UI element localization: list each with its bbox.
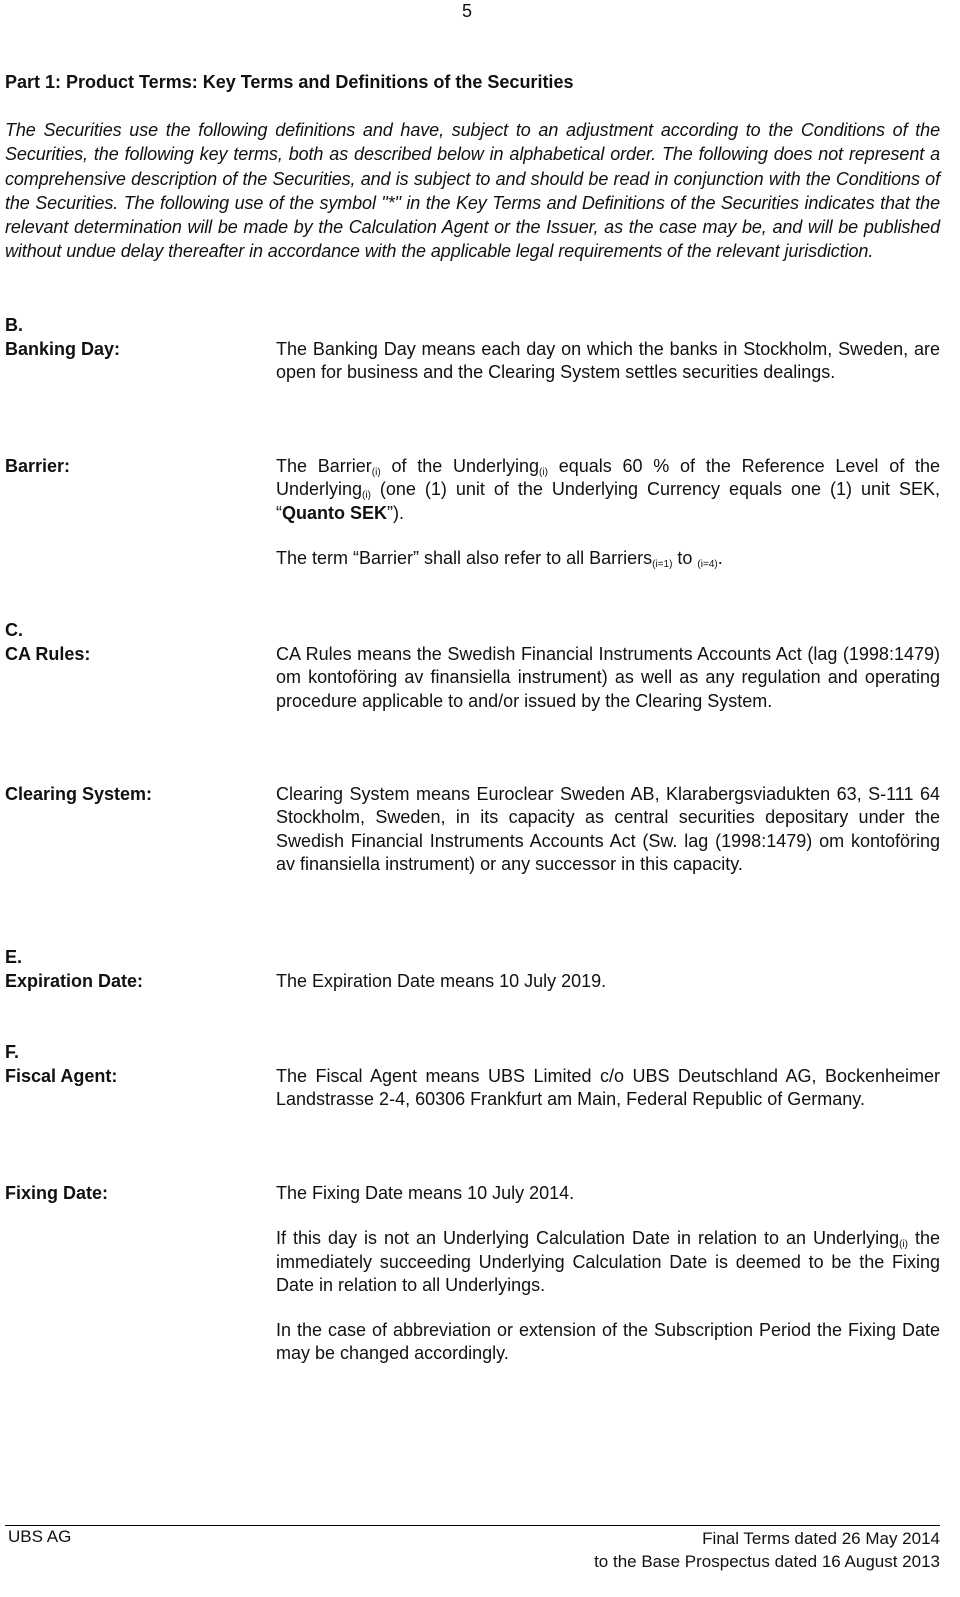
barrier-label: Barrier: — [5, 456, 71, 476]
footer-final-terms: Final Terms dated 26 May 2014 — [702, 1529, 940, 1548]
ca-rules-label: CA Rules: — [5, 644, 91, 664]
part-title: Part 1: Product Terms: Key Terms and Definitions of the Securities — [5, 72, 574, 92]
clearing-system-label: Clearing System: — [5, 784, 153, 804]
section-letter-c: C. — [5, 620, 23, 640]
quanto-sek-term: Quanto SEK — [282, 502, 388, 523]
expiration-date-text: The Expiration Date means 10 July 2019. — [276, 971, 607, 991]
fiscal-agent-label: Fiscal Agent: — [5, 1066, 118, 1086]
fixing-date-label: Fixing Date: — [5, 1183, 109, 1203]
page-number: 5 — [462, 1, 473, 21]
fiscal-agent-text: The Fiscal Agent means UBS Limited c/o UBS Deutschland AG, Bockenheimer Landstrasse 2-4, 60306 Frankfurt am Main, Federal Republic of Germany. — [276, 1066, 940, 1110]
ca-rules-text: CA Rules means the Swedish Financial Instruments Accounts Act (lag (1998:1479) om kontoföring av finansiella instrument) as well as any regulation and operating procedure applicable to and/or issued by the Clearing System. — [276, 644, 940, 711]
banking-day-label: Banking Day: — [5, 339, 121, 359]
ca-rules-definition — [276, 643, 940, 713]
banking-day-text: The Banking Day means each day on which the banks in Stockholm, Sweden, are open for business and the Clearing System settles securities dealings. — [276, 339, 940, 383]
banking-day-definition — [276, 338, 940, 385]
barrier-paragraph-1: The Barrier$_{(i)}$ of the Underlying$_{(i)}$ equals 60 % of the Reference Level of the Underlying$_{(i)}$ (one (1) unit of the Underlying Currency equals one (1) unit SEK, “Quanto SEK”). — [276, 456, 940, 523]
footer-dates — [594, 1527, 940, 1573]
clearing-system-definition — [276, 783, 940, 876]
fixing-date-definition — [276, 1182, 940, 1366]
expiration-date-definition — [276, 970, 940, 993]
section-letter-e: E. — [5, 947, 23, 967]
intro-paragraph: The Securities use the following definitions and have, subject to an adjustment according to the Conditions of the Securities, the following key terms, both as described below in alphabetical order. The following does not represent a comprehensive description of the Securities, and is subject to and should be read in conjunction with the Conditions of the Securities. The following use of the symbol "*" in the Key Terms and Definitions of the Securities indicates that the relevant determination will be made by the Calculation Agent or the Issuer, as the case may be, and will be published without undue delay thereafter in accordance with the applicable legal requirements of the relevant jurisdiction. — [5, 120, 940, 262]
fixing-date-paragraph-1: The Fixing Date means 10 July 2014. — [276, 1183, 575, 1203]
footer-issuer: UBS AG — [8, 1527, 72, 1546]
barrier-definition — [276, 455, 940, 570]
fixing-date-paragraph-3: In the case of abbreviation or extension of the Subscription Period the Fixing Date may be changed accordingly. — [276, 1320, 940, 1364]
footer-base-prospectus: to the Base Prospectus dated 16 August 2013 — [594, 1552, 940, 1571]
expiration-date-label: Expiration Date: — [5, 971, 144, 991]
section-letter-b: B. — [5, 315, 23, 335]
fiscal-agent-definition — [276, 1065, 940, 1112]
footer-divider — [5, 1525, 940, 1526]
section-letter-f: F. — [5, 1042, 20, 1062]
barrier-paragraph-2: The term “Barrier” shall also refer to all Barriers$_{(i=1)}$ to $_{(i=4)}$. — [276, 547, 723, 570]
clearing-system-text: Clearing System means Euroclear Sweden AB, Klarabergsviadukten 63, S-111 64 Stockholm, Sweden, in its capacity as central securities depositary under the Swedish Financial Instruments Accounts Act (Sw. lag (1998:1479) om kontoföring av finansiella instrument) or any successor in this capacity. — [276, 784, 940, 874]
fixing-date-paragraph-2: If this day is not an Underlying Calculation Date in relation to an Underlying$_{(i)}$ the immediately succeeding Underlying Calculation Date is deemed to be the Fixing Date in relation to all Underlyings. — [276, 1228, 940, 1295]
